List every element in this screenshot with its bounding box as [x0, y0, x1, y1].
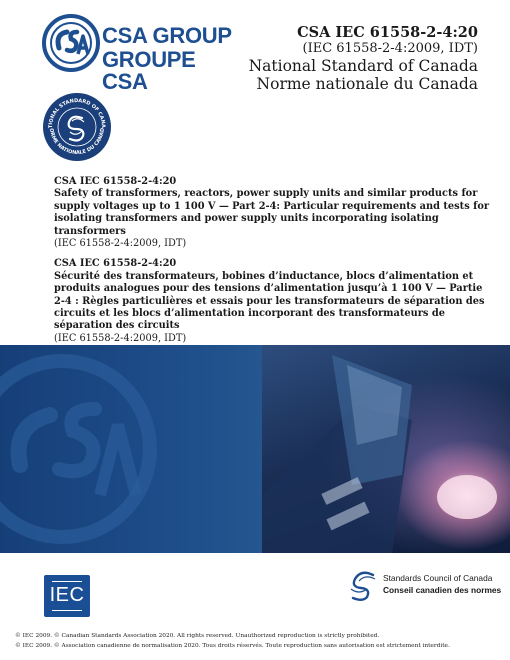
scc-text	[383, 573, 501, 596]
title-number-en: CSA IEC 61558-2-4:20	[54, 176, 177, 187]
title-text-fr: Sécurité des transformateurs, bobines d’inductance, blocs d’alimentation et produits analogues pour des tensions d’alimentation jusqu’à 1 100 V — Partie 2-4 : Règles particulières et essais pour les transformateurs de séparation des circuits et les blocs d’alimentation incorporant des transformateurs de séparation des circuits	[54, 270, 485, 332]
copyright-fr: © IEC 2009. © Association canadienne de normalisation 2020. Tous droits réservés. Toute reproduction sans autorisation est strictement interdite.	[15, 642, 450, 649]
transformer-photo	[262, 345, 510, 553]
iec-label: IEC	[49, 584, 85, 606]
title-number-fr: CSA IEC 61558-2-4:20	[54, 258, 177, 270]
iec-logo	[44, 575, 90, 617]
csa-emblem-icon	[42, 14, 100, 72]
national-standard-fr: Norme nationale du Canada	[256, 75, 478, 93]
cover-banner	[0, 345, 510, 553]
title-block-fr	[54, 258, 494, 345]
csa-watermark-icon	[0, 345, 262, 553]
csa-group-logo	[42, 14, 242, 94]
national-standard-seal	[42, 92, 112, 162]
scc-name-fr: Conseil canadien des normes	[383, 584, 502, 595]
national-standard-en: National Standard of Canada	[248, 57, 478, 75]
banner-watermark-panel	[0, 345, 262, 553]
iec-rule-bottom	[52, 610, 82, 611]
plug-image	[262, 345, 510, 553]
logo-text-en: CSA GROUP	[102, 23, 232, 48]
seal-text-bottom: ORME NATIONALE DU CANAD	[47, 127, 107, 157]
standard-titles	[54, 176, 494, 353]
document-header	[218, 24, 478, 93]
document-number: CSA IEC 61558-2-4:20	[297, 24, 478, 41]
scc-name-en: Standards Council of Canada	[383, 573, 493, 583]
title-block-en	[54, 176, 494, 250]
title-equiv-en: (IEC 61558-2-4:2009, IDT)	[54, 238, 187, 250]
seal-icon	[42, 92, 112, 162]
document-equivalence: (IEC 61558-2-4:2009, IDT)	[302, 41, 478, 56]
title-text-en: Safety of transformers, reactors, power supply units and similar products for supply voltages up to 1 100 V — Part 2-4: Particular requirements and tests for isolating transformers and power supply units incorporating isolating transformers	[54, 188, 490, 237]
copyright-en: © IEC 2009. © Canadian Standards Association 2020. All rights reserved. Unauthorized reproduction is strictly prohibited.	[15, 633, 380, 639]
copyright-footer	[15, 632, 505, 651]
scc-logo	[347, 567, 502, 603]
logo-text-fr: GROUPE CSA	[102, 47, 196, 94]
scc-swirl-icon	[347, 567, 379, 601]
title-equiv-fr: (IEC 61558-2-4:2009, IDT)	[54, 332, 187, 344]
seal-text-top: TIONAL STANDARD OF CANA	[47, 97, 107, 129]
iec-rule-top	[52, 581, 82, 582]
